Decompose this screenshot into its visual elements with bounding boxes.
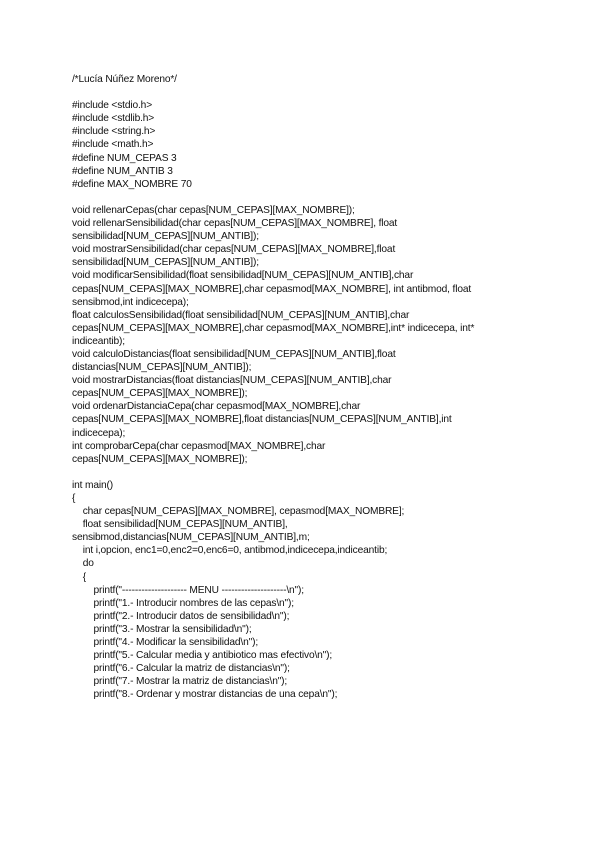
code-line: distancias[NUM_CEPAS][NUM_ANTIB]); — [72, 362, 252, 374]
code-line: cepas[NUM_CEPAS][MAX_NOMBRE],char cepasmod[MAX_NOMBRE], int antibmod, float — [72, 283, 472, 295]
blank-line — [72, 191, 532, 204]
code-line: printf("-------------------- MENU --------------------\n"); — [72, 584, 304, 596]
code-line: #include <stdlib.h> — [72, 113, 155, 125]
blank-line — [72, 466, 532, 479]
code-line: sensibilidad[NUM_CEPAS][NUM_ANTIB]); — [72, 257, 259, 269]
code-line: printf("1.- Introducir nombres de las cepas\n"); — [72, 597, 294, 609]
code-line: void calculoDistancias(float sensibilidad[NUM_CEPAS][NUM_ANTIB],float — [72, 348, 396, 360]
code-line: printf("7.- Mostrar la matriz de distancias\n"); — [72, 676, 288, 688]
code-line: cepas[NUM_CEPAS][MAX_NOMBRE],float distancias[NUM_CEPAS][NUM_ANTIB],int — [72, 414, 452, 426]
code-line: printf("4.- Modificar la sensibilidad\n"); — [72, 637, 259, 649]
code-line: cepas[NUM_CEPAS][MAX_NOMBRE]); — [72, 453, 248, 465]
code-line: int comprobarCepa(char cepasmod[MAX_NOMBRE],char — [72, 440, 326, 452]
code-line: printf("8.- Ordenar y mostrar distancias de una cepa\n"); — [72, 689, 338, 701]
code-line: { — [72, 571, 86, 583]
code-line: do — [72, 558, 94, 570]
code-line: indicecepa); — [72, 427, 126, 439]
code-line: printf("6.- Calcular la matriz de distancias\n"); — [72, 663, 290, 675]
blank-line — [72, 86, 532, 99]
code-line: sensibilidad[NUM_CEPAS][NUM_ANTIB]); — [72, 231, 259, 243]
code-line: indiceantib); — [72, 335, 125, 347]
code-listing — [72, 73, 532, 702]
code-line: printf("5.- Calcular media y antibiotico mas efectivo\n"); — [72, 650, 333, 662]
code-line: #include <string.h> — [72, 126, 156, 138]
code-line: sensibmod,int indicecepa); — [72, 296, 189, 308]
code-line: sensibmod,distancias[NUM_CEPAS][NUM_ANTIB],m; — [72, 532, 310, 544]
code-line: void ordenarDistanciaCepa(char cepasmod[MAX_NOMBRE],char — [72, 401, 361, 413]
code-line: #include <stdio.h> — [72, 100, 152, 112]
code-line: char cepas[NUM_CEPAS][MAX_NOMBRE], cepasmod[MAX_NOMBRE]; — [72, 506, 405, 518]
code-line: int main() — [72, 479, 113, 491]
code-line: #define NUM_ANTIB 3 — [72, 165, 173, 177]
code-line: #define MAX_NOMBRE 70 — [72, 178, 192, 190]
code-line: cepas[NUM_CEPAS][MAX_NOMBRE]); — [72, 388, 248, 400]
code-line: /*Lucía Núñez Moreno*/ — [72, 74, 177, 85]
code-line: void rellenarSensibilidad(char cepas[NUM_CEPAS][MAX_NOMBRE], float — [72, 218, 398, 230]
code-line: float sensibilidad[NUM_CEPAS][NUM_ANTIB], — [72, 519, 288, 531]
code-line: cepas[NUM_CEPAS][MAX_NOMBRE],char cepasmod[MAX_NOMBRE],int* indicecepa, int* — [72, 322, 475, 334]
code-line: float calculosSensibilidad(float sensibilidad[NUM_CEPAS][NUM_ANTIB],char — [72, 309, 410, 321]
code-line: printf("3.- Mostrar la sensibilidad\n"); — [72, 623, 252, 635]
code-line: void rellenarCepas(char cepas[NUM_CEPAS][MAX_NOMBRE]); — [72, 204, 355, 216]
code-line: printf("2.- Introducir datos de sensibilidad\n"); — [72, 610, 290, 622]
code-line: { — [72, 493, 76, 504]
code-line: void modificarSensibilidad(float sensibilidad[NUM_CEPAS][NUM_ANTIB],char — [72, 270, 414, 282]
code-line: #include <math.h> — [72, 139, 154, 151]
code-line: #define NUM_CEPAS 3 — [72, 152, 177, 164]
code-line: int i,opcion, enc1=0,enc2=0,enc6=0, antibmod,indicecepa,indiceantib; — [72, 545, 388, 557]
code-line: void mostrarDistancias(float distancias[NUM_CEPAS][NUM_ANTIB],char — [72, 375, 392, 387]
code-line: void mostrarSensibilidad(char cepas[NUM_CEPAS][MAX_NOMBRE],float — [72, 244, 396, 256]
